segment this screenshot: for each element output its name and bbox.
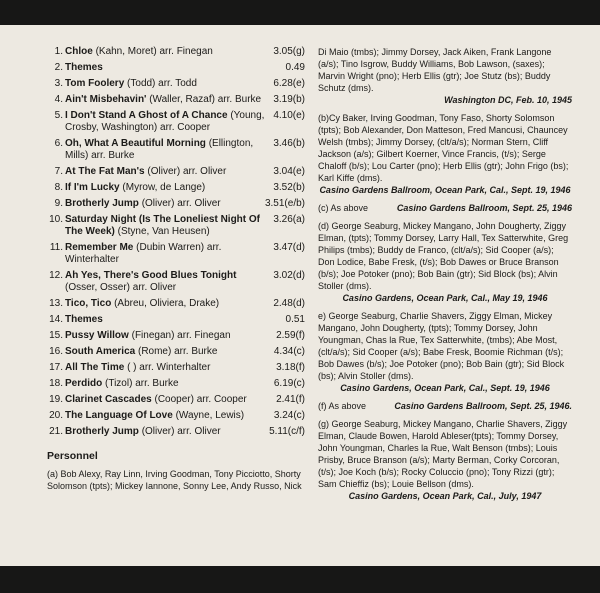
track-credit: (Finegan) arr. Finegan bbox=[131, 330, 231, 341]
personnel-e: e) George Seaburg, Charlie Shavers, Ziggy Elman, Mickey Mangano, John Dougherty, (tpts); Tommy Dorsey, John Youngman, Chas la Rue, Tex Satterwhite, (tmbs); Abe Most, (clt/a/s); Sid Cooper (a/s); Babe Fresk, Boomie Richman (t/s); Bob Dawes (b/s); Joe Potoker (pno); Bob Bain (gtr); Sid Block (bs); Alvin Stoller (dms). Casino Gardens, Ocean Park, Cal., Sept. 19, 1946 bbox=[318, 310, 572, 394]
track-body bbox=[65, 214, 265, 238]
track-number: 1. bbox=[54, 46, 63, 57]
track-title: Pussy Willow bbox=[65, 330, 129, 341]
track-body bbox=[65, 62, 265, 74]
track-body bbox=[65, 314, 265, 326]
track-body bbox=[65, 346, 265, 358]
track-body bbox=[65, 426, 265, 438]
track-row bbox=[47, 138, 305, 162]
track-title: Ah Yes, There's Good Blues Tonight bbox=[65, 270, 237, 281]
track-duration: 5.11(c/f) bbox=[269, 426, 305, 437]
track-credit: (Tizol) arr. Burke bbox=[105, 378, 179, 389]
track-duration: 3.51(e/b) bbox=[264, 198, 305, 209]
top-black-band bbox=[0, 0, 600, 25]
session-location-e: Casino Gardens, Ocean Park, Cal., Sept. 19, 1946 bbox=[340, 383, 550, 393]
track-title: Brotherly Jump bbox=[65, 426, 139, 437]
track-body bbox=[65, 378, 265, 390]
track-row bbox=[47, 198, 305, 210]
track-credit: (Oliver) arr. Oliver bbox=[147, 166, 227, 177]
track-row bbox=[47, 314, 305, 326]
track-row bbox=[47, 242, 305, 266]
track-row bbox=[47, 270, 305, 294]
track-body bbox=[65, 298, 265, 310]
track-credit: (Wayne, Lewis) bbox=[175, 410, 245, 421]
track-number: 16. bbox=[49, 346, 63, 357]
bottom-black-band bbox=[0, 566, 600, 593]
track-number: 9. bbox=[54, 198, 63, 209]
track-number: 5. bbox=[54, 110, 63, 121]
track-body bbox=[65, 78, 265, 90]
track-title: I Don't Stand A Ghost of A Chance bbox=[65, 110, 228, 121]
track-number: 11. bbox=[49, 242, 63, 253]
track-duration: 3.02(d) bbox=[273, 270, 305, 281]
track-row bbox=[47, 378, 305, 390]
track-title: The Language Of Love bbox=[65, 410, 173, 421]
track-body bbox=[65, 46, 265, 58]
track-row bbox=[47, 394, 305, 406]
track-number: 7. bbox=[54, 166, 63, 177]
track-credit: (Waller, Razaf) arr. Burke bbox=[149, 94, 262, 105]
track-row bbox=[47, 214, 305, 238]
track-credit: (Dubin Warren) arr. Winterhalter bbox=[65, 242, 222, 265]
track-title: Tico, Tico bbox=[65, 298, 112, 309]
track-credit: (Styne, Van Heusen) bbox=[117, 226, 210, 237]
track-credit: (Osser, Osser) arr. Oliver bbox=[65, 282, 177, 293]
track-number: 6. bbox=[54, 138, 63, 149]
track-row bbox=[47, 110, 305, 134]
track-duration: 4.10(e) bbox=[273, 110, 305, 121]
personnel-a: (a) Bob Alexy, Ray Linn, Irving Goodman, Tony Picciotto, Shorty Solomson (tpts); Mickey Iannone, Sonny Lee, Andy Russo, Nick bbox=[47, 469, 302, 491]
session-location-g: Casino Gardens, Ocean Park, Cal., July, 1947 bbox=[348, 491, 542, 501]
track-row bbox=[47, 362, 305, 374]
track-title: Themes bbox=[65, 62, 103, 73]
track-row bbox=[47, 94, 305, 106]
track-number: 19. bbox=[49, 394, 63, 405]
track-body bbox=[65, 394, 265, 406]
personnel-notes bbox=[318, 46, 572, 508]
track-duration: 2.59(f) bbox=[276, 330, 305, 341]
track-number: 10. bbox=[49, 214, 63, 225]
personnel-g: (g) George Seaburg, Mickey Mangano, Charlie Shavers, Ziggy Elman, Claude Bowen, Harold Ableser(tpts); Tommy Dorsey, John Youngman, Charles la Rue, Walt Benson (tmbs); Louis Prisby, Bruce Branson (a/s); Marty Berman, Corky Corcoran, (t/s); Joe Koch (b/s); Rocky Coluccio (pno); Tony Rizzi (gtr); Sam Chieffiz (bs); Louie Bellson (dms). Casino Gardens, Ocean Park, Cal., July, 1947 bbox=[318, 418, 572, 502]
track-credit: ( ) arr. Winterhalter bbox=[127, 362, 211, 373]
track-body bbox=[65, 166, 265, 178]
track-title: Tom Foolery bbox=[65, 78, 125, 89]
track-title: South America bbox=[65, 346, 136, 357]
track-row bbox=[47, 346, 305, 358]
session-location-f: Casino Gardens Ballroom, Sept. 25, 1946. bbox=[394, 401, 572, 411]
track-number: 21. bbox=[49, 426, 63, 437]
track-credit: (Ellington, Mills) arr. Burke bbox=[65, 138, 254, 161]
track-number: 20. bbox=[49, 410, 63, 421]
track-title: Saturday Night (Is The Loneliest Night Of The Week) bbox=[65, 214, 261, 237]
track-credit: (Kahn, Moret) arr. Finegan bbox=[95, 46, 213, 57]
track-duration: 3.46(b) bbox=[273, 138, 305, 149]
track-duration: 3.04(e) bbox=[273, 166, 305, 177]
track-number: 3. bbox=[54, 78, 63, 89]
track-row bbox=[47, 410, 305, 422]
track-title: Remember Me bbox=[65, 242, 134, 253]
track-number: 8. bbox=[54, 182, 63, 193]
personnel-f: (f) As above Casino Gardens Ballroom, Sept. 25, 1946. bbox=[318, 401, 572, 411]
personnel-c: (c) As above Casino Gardens Ballroom, Sept. 25, 1946 bbox=[318, 203, 572, 213]
track-duration: 3.52(b) bbox=[273, 182, 305, 193]
session-location-a: Washington DC, Feb. 10, 1945 bbox=[444, 95, 572, 105]
track-number: 17. bbox=[49, 362, 63, 373]
track-title: Perdido bbox=[65, 378, 103, 389]
personnel-d: (d) George Seaburg, Mickey Mangano, John Dougherty, Ziggy Elman, (tpts); Tommy Dorsey, Larry Hall, Tex Satterwhite, Greg Philips (tmbs); Buddy de Franco, (clt/a/s); Sid Cooper (a/s); Don Lodice, Babe Fresk, (t/s); Bob Dawes or Bruce Branson (b/s); Joe Potoker (pno); Bob Bain (gtr); Sid Block (bs); Alvin Stoller (dms). Casino Gardens, Ocean Park, Cal., May 19, 1946 bbox=[318, 220, 572, 304]
track-number: 12. bbox=[49, 270, 63, 281]
track-duration: 6.19(c) bbox=[273, 378, 305, 389]
track-title: At The Fat Man's bbox=[65, 166, 145, 177]
track-title: All The Time bbox=[65, 362, 125, 373]
track-credit: (Abreu, Oliviera, Drake) bbox=[114, 298, 220, 309]
track-duration: 3.18(f) bbox=[276, 362, 305, 373]
track-title: Brotherly Jump bbox=[65, 198, 139, 209]
track-duration: 3.19(b) bbox=[273, 94, 305, 105]
track-credit: (Oliver) arr. Oliver bbox=[141, 426, 221, 437]
track-title: Themes bbox=[65, 314, 103, 325]
track-duration: 0.49 bbox=[285, 62, 305, 73]
track-list bbox=[47, 46, 305, 492]
track-row bbox=[47, 298, 305, 310]
session-location-c: Casino Gardens Ballroom, Sept. 25, 1946 bbox=[396, 203, 572, 213]
track-credit: (Oliver) arr. Oliver bbox=[141, 198, 221, 209]
track-credit: (Cooper) arr. Cooper bbox=[154, 394, 247, 405]
track-duration: 2.48(d) bbox=[273, 298, 305, 309]
track-body bbox=[65, 242, 265, 266]
track-title: Chloe bbox=[65, 46, 93, 57]
track-row bbox=[47, 166, 305, 178]
track-duration: 3.24(c) bbox=[273, 410, 305, 421]
track-body bbox=[65, 138, 265, 162]
session-location-d: Casino Gardens, Ocean Park, Cal., May 19, 1946 bbox=[342, 293, 548, 303]
track-title: Ain't Misbehavin' bbox=[65, 94, 147, 105]
track-row bbox=[47, 46, 305, 58]
session-location-b: Casino Gardens Ballroom, Ocean Park, Cal., Sept. 19, 1946 bbox=[319, 185, 571, 195]
track-number: 2. bbox=[54, 62, 63, 73]
track-body bbox=[65, 270, 265, 294]
track-title: If I'm Lucky bbox=[65, 182, 120, 193]
track-body bbox=[65, 362, 265, 374]
track-body bbox=[65, 410, 265, 422]
track-duration: 3.47(d) bbox=[273, 242, 305, 253]
personnel-heading: Personnel bbox=[47, 450, 98, 462]
track-body bbox=[65, 110, 265, 134]
track-row bbox=[47, 78, 305, 90]
track-credit: (Myrow, de Lange) bbox=[122, 182, 206, 193]
track-number: 14. bbox=[49, 314, 63, 325]
track-number: 13. bbox=[49, 298, 63, 309]
track-row bbox=[47, 330, 305, 342]
track-credit: (Rome) arr. Burke bbox=[137, 346, 218, 357]
track-title: Clarinet Cascades bbox=[65, 394, 152, 405]
track-credit: (Young, Crosby, Washington) arr. Cooper bbox=[65, 110, 265, 133]
track-duration: 6.28(e) bbox=[273, 78, 305, 89]
personnel-a-continued: Di Maio (tmbs); Jimmy Dorsey, Jack Aiken, Frank Langone (a/s); Tino Isgrow, Buddy Williams, Bob Lawson, (saxes); Marvin Wright (pno); Herb Ellis (gtr); Joe Stutz (bs); Buddy Schutz (dms). Washington DC, Feb. 10, 1945 bbox=[318, 47, 572, 105]
track-duration: 3.26(a) bbox=[273, 214, 305, 225]
track-duration: 2.41(f) bbox=[276, 394, 305, 405]
track-row bbox=[47, 62, 305, 74]
track-row bbox=[47, 426, 305, 438]
track-duration: 4.34(c) bbox=[273, 346, 305, 357]
track-duration: 0.51 bbox=[285, 314, 305, 325]
track-credit: (Todd) arr. Todd bbox=[127, 78, 197, 89]
track-number: 18. bbox=[49, 378, 63, 389]
track-number: 15. bbox=[49, 330, 63, 341]
track-body bbox=[65, 94, 265, 106]
track-title: Oh, What A Beautiful Morning bbox=[65, 138, 206, 149]
personnel-b: (b)Cy Baker, Irving Goodman, Tony Faso, Shorty Solomson (tpts); Bob Alexander, Don Matteson, Fred Mancusi, Chauncey Welsh (tmbs); Jimmy Dorsey, (clt/a/s); Norman Stern, Cliff Jackson (a/s); Gilbert Koerner, Vince Francis, (t/s); Serge Chaloff (b/s); Lou Carter (pno); Herb Ellis (gtr); John Frigo (bs); Karl Kiffe (dms). Casino Gardens Ballroom, Ocean Park, Cal., Sept. 19, 1946 bbox=[318, 113, 571, 195]
track-duration: 3.05(g) bbox=[273, 46, 305, 57]
track-row bbox=[47, 182, 305, 194]
track-number: 4. bbox=[54, 94, 63, 105]
track-body bbox=[65, 198, 265, 210]
track-body bbox=[65, 182, 265, 194]
track-body bbox=[65, 330, 265, 342]
